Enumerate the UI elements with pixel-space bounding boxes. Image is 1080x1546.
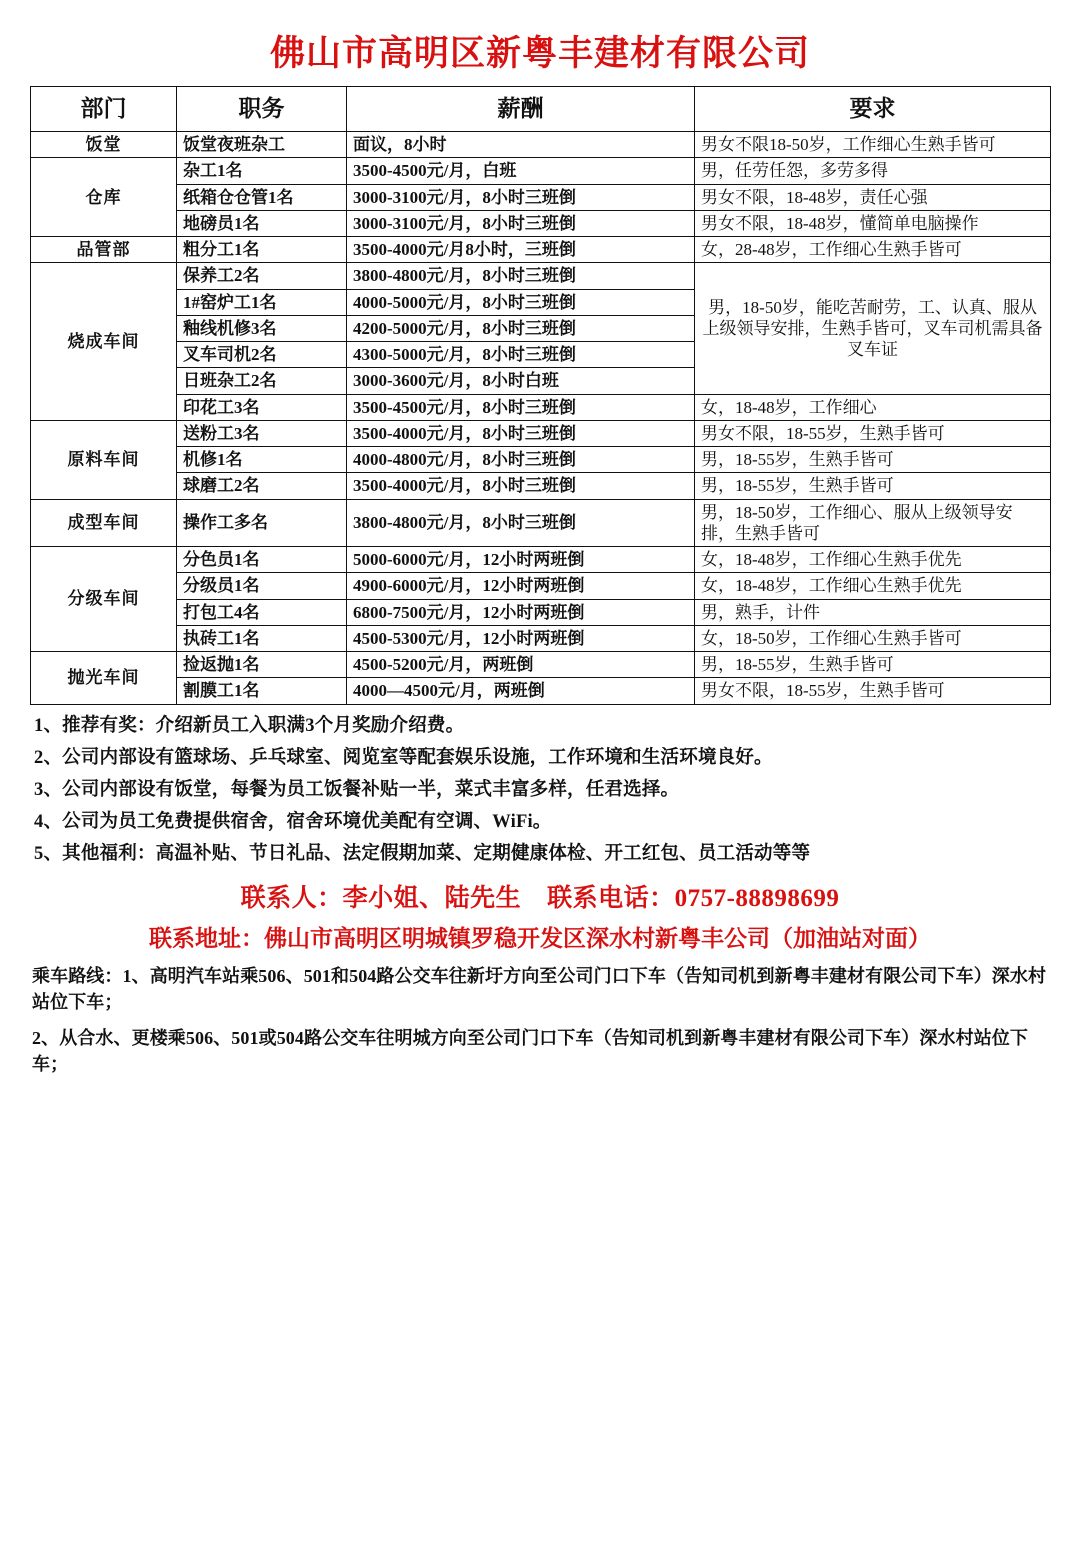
department-cell: 品管部: [31, 237, 177, 263]
position-cell: 分级员1名: [177, 573, 347, 599]
position-cell: 割膜工1名: [177, 678, 347, 704]
table-row: [31, 678, 1051, 704]
address-value: 佛山市高明区明城镇罗稳开发区深水村新粤丰公司（加油站对面）: [264, 926, 931, 952]
salary-cell: 3500-4000元/月8小时，三班倒: [347, 237, 695, 263]
table-row: [31, 599, 1051, 625]
address-label: 联系地址：: [149, 926, 264, 952]
salary-cell: 3000-3600元/月，8小时白班: [347, 368, 695, 394]
salary-cell: 4000-4800元/月，8小时三班倒: [347, 447, 695, 473]
contact-person-label: 联系人：: [240, 885, 343, 913]
department-cell: 烧成车间: [31, 263, 177, 421]
requirement-cell: 女，18-50岁，工作细心生熟手皆可: [695, 625, 1051, 651]
salary-cell: 4300-5000元/月，8小时三班倒: [347, 342, 695, 368]
requirement-cell: 女，18-48岁，工作细心: [695, 394, 1051, 420]
table-row: [31, 132, 1051, 158]
position-cell: 送粉工3名: [177, 420, 347, 446]
requirement-cell: 女，28-48岁，工作细心生熟手皆可: [695, 237, 1051, 263]
table-row: [31, 573, 1051, 599]
position-cell: 叉车司机2名: [177, 342, 347, 368]
table-row: [31, 473, 1051, 499]
salary-cell: 3500-4500元/月，白班: [347, 158, 695, 184]
requirement-cell: 男，18-50岁，工作细心、服从上级领导安排，生熟手皆可: [695, 499, 1051, 547]
position-cell: 捡返抛1名: [177, 652, 347, 678]
table-row: [31, 184, 1051, 210]
position-cell: 日班杂工2名: [177, 368, 347, 394]
position-cell: 印花工3名: [177, 394, 347, 420]
table-row: [31, 547, 1051, 573]
table-row: [31, 652, 1051, 678]
position-cell: 釉线机修3名: [177, 315, 347, 341]
table-row: [31, 237, 1051, 263]
salary-cell: 3000-3100元/月，8小时三班倒: [347, 210, 695, 236]
column-header-requirements: 要求: [695, 87, 1051, 132]
position-cell: 执砖工1名: [177, 625, 347, 651]
table-row: [31, 394, 1051, 420]
position-cell: 分色员1名: [177, 547, 347, 573]
table-row: [31, 447, 1051, 473]
contact-line: [30, 878, 1050, 914]
department-cell: 分级车间: [31, 547, 177, 652]
route-item: 2、从合水、更楼乘506、501或504路公交车往明城方向至公司门口下车（告知司机到新粤丰建材有限公司下车）深水村站位下车；: [32, 1028, 1028, 1075]
salary-cell: 3500-4000元/月，8小时三班倒: [347, 473, 695, 499]
position-cell: 粗分工1名: [177, 237, 347, 263]
salary-cell: 3800-4800元/月，8小时三班倒: [347, 499, 695, 547]
position-cell: 操作工多名: [177, 499, 347, 547]
requirement-cell: 男，任劳任怨，多劳多得: [695, 158, 1051, 184]
position-cell: 纸箱仓仓管1名: [177, 184, 347, 210]
department-cell: 仓库: [31, 158, 177, 237]
requirement-cell: 男女不限，18-55岁，生熟手皆可: [695, 420, 1051, 446]
contact-phone-value[interactable]: 0757-88898699: [674, 885, 840, 913]
note-item: 4、公司为员工免费提供宿舍，宿舍环境优美配有空调、WiFi。: [34, 811, 552, 832]
contact-phone-label: 联系电话：: [547, 885, 675, 913]
table-row: [31, 210, 1051, 236]
table-header-row: [31, 87, 1051, 132]
requirement-cell: 女，18-48岁，工作细心生熟手优先: [695, 547, 1051, 573]
position-cell: 地磅员1名: [177, 210, 347, 236]
note-item: 5、其他福利：高温补贴、节日礼品、法定假期加菜、定期健康体检、开工红包、员工活动等等: [34, 844, 811, 864]
contact-person-value: 李小姐、陆先生: [342, 885, 522, 913]
requirement-cell: 男，18-50岁，能吃苦耐劳，工、认真、服从上级领导安排，生熟手皆可，叉车司机需具备叉车证: [695, 263, 1051, 394]
table-row: [31, 420, 1051, 446]
salary-cell: 面议，8小时: [347, 132, 695, 158]
benefits-notes: [34, 715, 1046, 867]
salary-cell: 4000—4500元/月，两班倒: [347, 678, 695, 704]
salary-cell: 4500-5300元/月，12小时两班倒: [347, 625, 695, 651]
salary-cell: 4200-5000元/月，8小时三班倒: [347, 315, 695, 341]
salary-cell: 4900-6000元/月，12小时两班倒: [347, 573, 695, 599]
table-row: [31, 499, 1051, 547]
department-cell: 原料车间: [31, 420, 177, 499]
position-cell: 1#窑炉工1名: [177, 289, 347, 315]
route-item: 乘车路线：1、高明汽车站乘506、501和504路公交车往新圩方向至公司门口下车（告知司机到新粤丰建材有限公司下车）深水村站位下车；: [32, 966, 1047, 1013]
position-cell: 机修1名: [177, 447, 347, 473]
position-cell: 杂工1名: [177, 158, 347, 184]
salary-cell: 6800-7500元/月，12小时两班倒: [347, 599, 695, 625]
note-item: 3、公司内部设有饭堂，每餐为员工饭餐补贴一半，菜式丰富多样，任君选择。: [34, 779, 680, 800]
note-item: 2、公司内部设有篮球场、乒乓球室、阅览室等配套娱乐设施，工作环境和生活环境良好。: [34, 747, 773, 768]
table-row: [31, 158, 1051, 184]
requirement-cell: 男，熟手，计件: [695, 599, 1051, 625]
requirement-cell: 男，18-55岁，生熟手皆可: [695, 473, 1051, 499]
requirement-cell: 男，18-55岁，生熟手皆可: [695, 652, 1051, 678]
note-item: 1、推荐有奖：介绍新员工入职满3个月奖励介绍费。: [34, 715, 465, 736]
position-cell: 打包工4名: [177, 599, 347, 625]
position-cell: 饭堂夜班杂工: [177, 132, 347, 158]
position-cell: 保养工2名: [177, 263, 347, 289]
department-cell: 饭堂: [31, 132, 177, 158]
table-row: [31, 625, 1051, 651]
requirement-cell: 男女不限，18-55岁，生熟手皆可: [695, 678, 1051, 704]
requirement-cell: 女，18-48岁，工作细心生熟手优先: [695, 573, 1051, 599]
page-title: 佛山市高明区新粤丰建材有限公司: [269, 34, 810, 73]
position-cell: 球磨工2名: [177, 473, 347, 499]
column-header-position: 职务: [177, 87, 347, 132]
requirement-cell: 男女不限，18-48岁，懂简单电脑操作: [695, 210, 1051, 236]
salary-cell: 5000-6000元/月，12小时两班倒: [347, 547, 695, 573]
table-row: [31, 263, 1051, 289]
department-cell: 成型车间: [31, 499, 177, 547]
salary-cell: 3500-4500元/月，8小时三班倒: [347, 394, 695, 420]
salary-cell: 4000-5000元/月，8小时三班倒: [347, 289, 695, 315]
job-table: [30, 86, 1051, 705]
requirement-cell: 男女不限，18-48岁，责任心强: [695, 184, 1051, 210]
department-cell: 抛光车间: [31, 652, 177, 705]
salary-cell: 3500-4000元/月，8小时三班倒: [347, 420, 695, 446]
requirement-cell: 男女不限18-50岁，工作细心生熟手皆可: [695, 132, 1051, 158]
address-line: [30, 920, 1050, 953]
column-header-department: 部门: [31, 87, 177, 132]
column-header-salary: 薪酬: [347, 87, 695, 132]
salary-cell: 3800-4800元/月，8小时三班倒: [347, 263, 695, 289]
salary-cell: 3000-3100元/月，8小时三班倒: [347, 184, 695, 210]
salary-cell: 4500-5200元/月，两班倒: [347, 652, 695, 678]
requirement-cell: 男，18-55岁，生熟手皆可: [695, 447, 1051, 473]
